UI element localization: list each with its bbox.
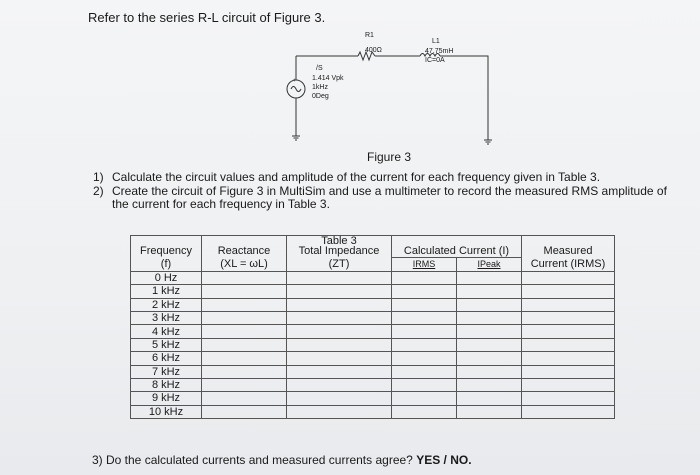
empty-cell[interactable]	[202, 378, 287, 391]
table-row	[131, 311, 615, 324]
empty-cell[interactable]	[392, 325, 457, 338]
q1-number: 1)	[93, 170, 104, 184]
table-row	[131, 285, 615, 298]
q2-text-line2: the current for each frequency in Table 3.	[112, 197, 330, 211]
empty-cell[interactable]	[287, 285, 392, 298]
empty-cell[interactable]	[202, 392, 287, 405]
ac-wave-icon	[291, 87, 301, 92]
empty-cell[interactable]	[522, 298, 615, 311]
header-irms: IRMS	[392, 258, 457, 271]
frequency-cell: 9 kHz	[131, 392, 202, 405]
ground-right-icon	[484, 140, 492, 144]
header-reactance-formula: (XL = ωL)	[202, 258, 287, 271]
source-freq: 1kHz	[312, 84, 328, 91]
header-ipeak: IPeak	[457, 258, 522, 271]
header-impedance-label: Total Impedance	[298, 245, 380, 257]
q2-number: 2)	[93, 184, 104, 198]
intro-text: Refer to the series R-L circuit of Figure 3.	[88, 10, 326, 25]
empty-cell[interactable]	[287, 392, 392, 405]
l1-label: L1	[432, 38, 440, 45]
header-calculated-current: Calculated Current (I)	[392, 236, 522, 258]
header-impedance	[287, 236, 392, 258]
empty-cell[interactable]	[457, 325, 522, 338]
empty-cell[interactable]	[522, 392, 615, 405]
empty-cell[interactable]	[522, 405, 615, 418]
wire-right	[440, 56, 488, 140]
q3-question: 3) Do the calculated currents and measured currents agree?	[92, 453, 413, 467]
empty-cell[interactable]	[522, 365, 615, 378]
empty-cell[interactable]	[392, 298, 457, 311]
empty-cell[interactable]	[522, 338, 615, 351]
table-row	[131, 298, 615, 311]
table-row	[131, 405, 615, 418]
empty-cell[interactable]	[457, 338, 522, 351]
empty-cell[interactable]	[392, 285, 457, 298]
q1-text: Calculate the circuit values and amplitude of the current for each frequency given in Table 3.	[112, 170, 601, 184]
empty-cell[interactable]	[392, 405, 457, 418]
empty-cell[interactable]	[392, 378, 457, 391]
table-title: Table 3	[321, 235, 357, 247]
empty-cell[interactable]	[287, 311, 392, 324]
table-row	[131, 271, 615, 284]
frequency-cell: 6 kHz	[131, 352, 202, 365]
empty-cell[interactable]	[457, 405, 522, 418]
frequency-cell: 8 kHz	[131, 378, 202, 391]
empty-cell[interactable]	[202, 405, 287, 418]
empty-cell[interactable]	[522, 352, 615, 365]
empty-cell[interactable]	[392, 352, 457, 365]
empty-cell[interactable]	[457, 271, 522, 284]
table-row	[131, 352, 615, 365]
table-row	[131, 338, 615, 351]
empty-cell[interactable]	[202, 298, 287, 311]
frequency-cell: 0 Hz	[131, 271, 202, 284]
frequency-cell: 3 kHz	[131, 311, 202, 324]
empty-cell[interactable]	[287, 405, 392, 418]
empty-cell[interactable]	[457, 311, 522, 324]
empty-cell[interactable]	[392, 392, 457, 405]
source-amp: 1.414 Vpk	[312, 75, 344, 82]
header-frequency-unit: (f)	[131, 258, 202, 271]
frequency-cell: 7 kHz	[131, 365, 202, 378]
empty-cell[interactable]	[457, 392, 522, 405]
empty-cell[interactable]	[287, 298, 392, 311]
svg-text:+: +	[293, 78, 297, 84]
r1-label: R1	[365, 32, 374, 39]
empty-cell[interactable]	[202, 311, 287, 324]
empty-cell[interactable]	[287, 338, 392, 351]
empty-cell[interactable]	[392, 338, 457, 351]
empty-cell[interactable]	[522, 325, 615, 338]
header-measured-unit: Current (IRMS)	[522, 258, 615, 271]
frequency-cell: 5 kHz	[131, 338, 202, 351]
r1-value: 400Ω	[365, 47, 382, 54]
empty-cell[interactable]	[522, 271, 615, 284]
q3-answer: YES / NO.	[416, 453, 472, 467]
empty-cell[interactable]	[202, 285, 287, 298]
empty-cell[interactable]	[287, 271, 392, 284]
empty-cell[interactable]	[457, 365, 522, 378]
frequency-cell: 4 kHz	[131, 325, 202, 338]
source-name: /S	[316, 65, 323, 72]
header-measured: Measured	[522, 236, 615, 258]
header-impedance-unit: (ZT)	[287, 258, 392, 271]
empty-cell[interactable]	[287, 352, 392, 365]
empty-cell[interactable]	[202, 352, 287, 365]
empty-cell[interactable]	[202, 271, 287, 284]
empty-cell[interactable]	[522, 311, 615, 324]
empty-cell[interactable]	[522, 378, 615, 391]
figure-caption: Figure 3	[367, 150, 412, 164]
empty-cell[interactable]	[457, 298, 522, 311]
table-3	[130, 235, 615, 419]
l1-ic: IC=0A	[425, 57, 445, 64]
l1-value: 47.75mH	[425, 48, 454, 55]
empty-cell[interactable]	[202, 338, 287, 351]
empty-cell[interactable]	[457, 378, 522, 391]
empty-cell[interactable]	[287, 325, 392, 338]
empty-cell[interactable]	[457, 285, 522, 298]
frequency-cell: 2 kHz	[131, 298, 202, 311]
table-row	[131, 392, 615, 405]
table-row	[131, 378, 615, 391]
table-row	[131, 365, 615, 378]
ground-left-icon	[292, 136, 300, 140]
table-row	[131, 325, 615, 338]
source-phase: 0Deg	[312, 93, 329, 100]
frequency-cell: 10 kHz	[131, 405, 202, 418]
empty-cell[interactable]	[287, 378, 392, 391]
empty-cell[interactable]	[522, 285, 615, 298]
empty-cell[interactable]	[202, 365, 287, 378]
empty-cell[interactable]	[392, 271, 457, 284]
empty-cell[interactable]	[392, 311, 457, 324]
q2-text-line1: Create the circuit of Figure 3 in MultiSim and use a multimeter to record the measured RMS amplitude of	[112, 184, 667, 198]
header-reactance: Reactance	[202, 236, 287, 258]
empty-cell[interactable]	[287, 365, 392, 378]
q3-text	[92, 453, 472, 467]
empty-cell[interactable]	[457, 352, 522, 365]
frequency-cell: 1 kHz	[131, 285, 202, 298]
empty-cell[interactable]	[202, 325, 287, 338]
header-frequency: Frequency	[131, 236, 202, 258]
empty-cell[interactable]	[392, 365, 457, 378]
